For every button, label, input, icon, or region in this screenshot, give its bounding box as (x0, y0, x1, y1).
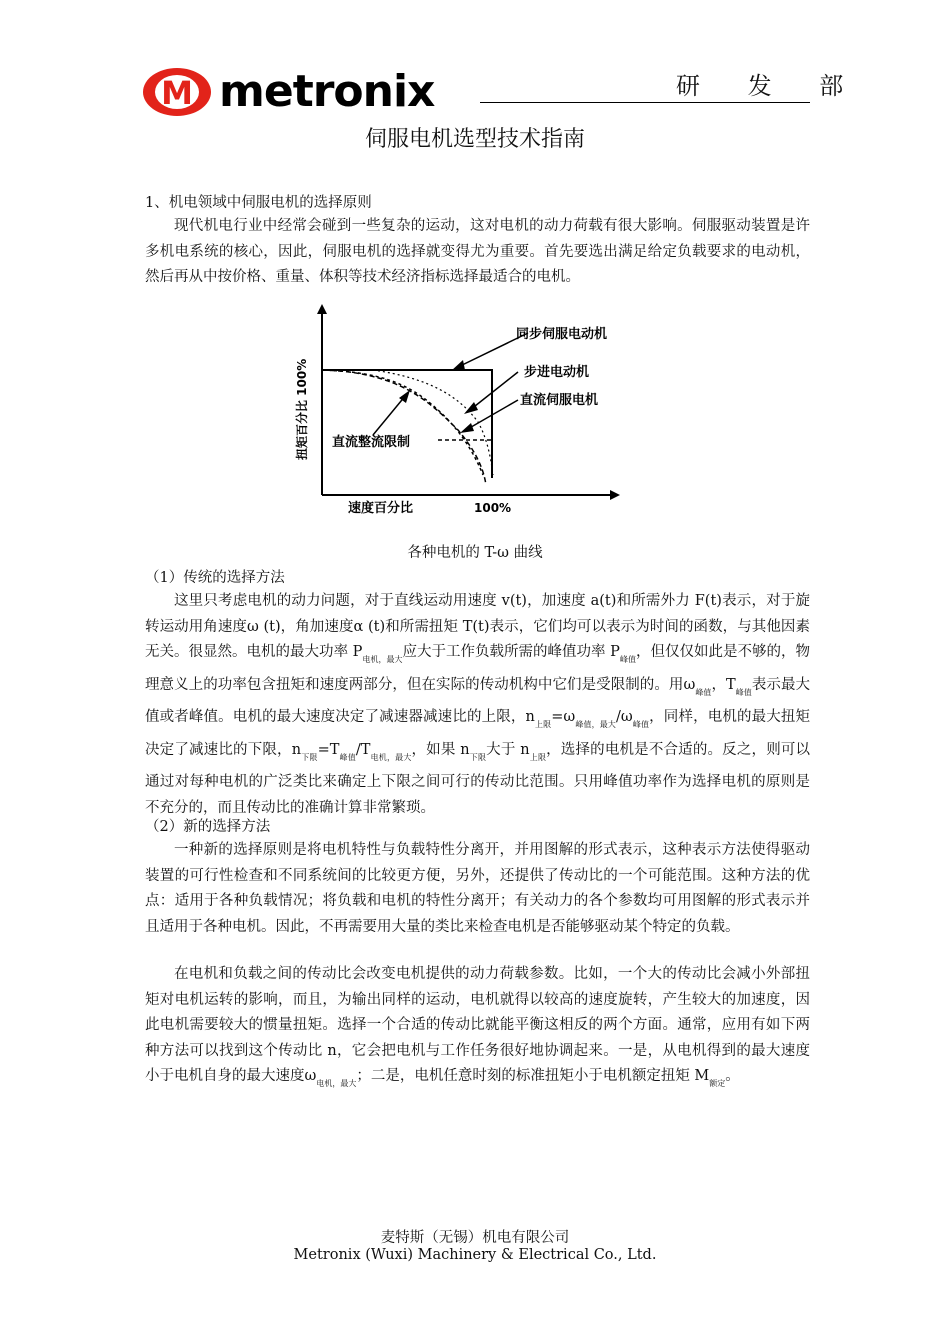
section-1-paragraph: 现代机电行业中经常会碰到一些复杂的运动，这对电机的动力荷载有很大影响。伺服驱动装置是许多机电系统的核心，因此，伺服电机的选择就变得尤为重要。首先要选出满足给定负载要求的电动机，然后再从中按价格、重量、体积等技术经济指标选择最适合的电机。 (145, 218, 810, 285)
logo-wordmark: metronix (219, 66, 435, 117)
section-traditional-heading: （1）传统的选择方法 (145, 570, 285, 586)
y-axis-arrow-icon (317, 304, 327, 314)
x-axis-end-label: 100% (474, 501, 512, 515)
document-title: 伺服电机选型技术指南 (364, 127, 585, 152)
dc-arrow-head-icon (460, 423, 474, 433)
department-label: 研 发 部 (676, 72, 864, 100)
svg-text:M: M (161, 74, 193, 112)
torque-speed-figure (288, 300, 628, 520)
label-dc-servo: 直流伺服电机 (520, 393, 599, 408)
x-axis-label: 速度百分比 (348, 501, 414, 516)
dc-servo-curve (322, 370, 486, 485)
x-axis-arrow-icon (610, 490, 620, 500)
stepper-curve (322, 370, 483, 475)
header-rule (480, 102, 810, 103)
metronix-logo-icon (141, 66, 213, 118)
section-traditional-paragraph: 这里只考虑电机的动力问题，对于直线运动用速度 v(t)，加速度 a(t)和所需外力 F(t)表示，对于旋转运动用角速度ω (t)，角加速度α (t)和所需扭矩 T(t)表示，它们均可以表示为时间的函数，与其他因素无关。很显然。电机的最大功率 $P_{电机,最大}$应大于工作负载所需的峰值功率 $P_{峰值}$，但仅仅如此是不够的，物理意义上的功率包含扭矩和速度两部分，但在实际的传动机构中它们是受限制的。用$\omega_{峰值}$，$T_{峰值}$表示最大值或者峰值。电机的最大速度决定了减速器减速比的上限，$n_{上限}=\omega_{峰值,最大}/\omega_{峰值}$，同样，电机的最大扭矩决定了减速比的下限，$n_{下限}=T_{峰值}/T_{电机,最大}$，如果 $n_{下限}$大于 $n_{上限}$，选择的电机是不合适的。反之，则可以通过对每种电机的广泛类比来确定上下限之间可行的传动比范围。只用峰值功率作为选择电机的原则是不充分的，而且传动比的准确计算非常繁琐。 (145, 593, 811, 816)
section-new-paragraph-2: 在电机和负载之间的传动比会改变电机提供的动力荷载参数。比如，一个大的传动比会减小外部扭矩对电机运转的影响，而且，为输出同样的运动，电机就得以较高的速度旋转，产生较大的加速度，因此电机需要较大的惯量扭矩。选择一个合适的传动比就能平衡这相反的两个方面。通常，应用有如下两种方法可以找到这个传动比 n，它会把电机与工作任务很好地协调起来。一是，从电机得到的最大速度小于电机自身的最大速度$\omega_{电机,最大}$；二是，电机任意时刻的标准扭矩小于电机额定扭矩 $M_{额定}$。 (145, 966, 810, 1088)
section-new-heading: （2）新的选择方法 (145, 819, 271, 835)
stepper-arrow-head-icon (464, 402, 478, 414)
figure-caption: 各种电机的 T-ω 曲线 (407, 545, 543, 561)
footer-company-cn: 麦特斯（无锡）机电有限公司 (380, 1230, 570, 1246)
rect-arrow (373, 395, 406, 435)
y-axis-label: 扭矩百分比 100% (295, 358, 309, 460)
section-1-heading: 1、机电领域中伺服电机的选择原则 (145, 195, 372, 211)
section-new-paragraph-1: 一种新的选择原则是将电机特性与负载特性分离开，并用图解的形式表示，这种表示方法使得驱动装置的可行性检查和不同系统间的比较更方便，另外，还提供了传动比的一个可能范围。这种方法的优点：适用于各种负载情况；将负载和电机的特性分离开；有关动力的各个参数均可用图解的形式表示并且适用于各种电机。因此，不再需要用大量的类比来检查电机是否能够驱动某个特定的负载。 (145, 842, 810, 935)
label-rect-limit: 直流整流限制 (332, 435, 411, 450)
sync-arrow-head-icon (451, 360, 465, 371)
sync-servo-curve (322, 370, 492, 478)
label-stepper: 步进电动机 (524, 365, 590, 380)
label-sync-servo: 同步伺服电动机 (516, 327, 608, 342)
footer-company-en: Metronix (Wuxi) Machinery & Electrical Co., Ltd. (293, 1247, 657, 1263)
company-logo (141, 64, 434, 120)
